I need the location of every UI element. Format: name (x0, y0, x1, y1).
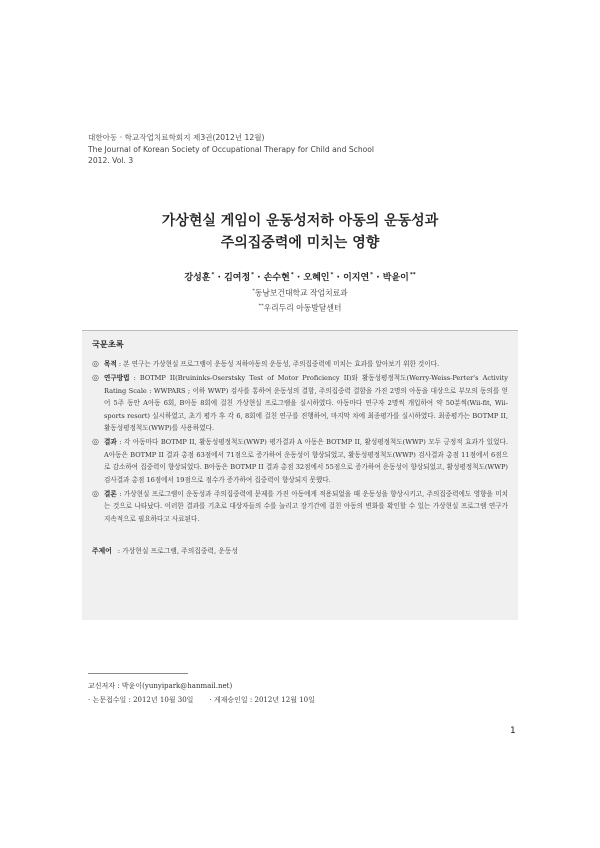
author-separator: · (333, 273, 344, 283)
affiliation-name: 우리두리 아동발달센터 (263, 303, 342, 313)
abstract-item-label: 목적 (104, 360, 117, 368)
affiliation-mark: * (252, 288, 255, 294)
corresponding-author-email: : 박윤이(yunyipark@hanmail.net) (115, 682, 233, 690)
author-name: 박윤이 (382, 273, 409, 283)
author-mark: ** (409, 272, 416, 278)
affiliation-list (0, 285, 600, 314)
author-name: 손수현 (263, 273, 290, 283)
author-mark: * (290, 272, 294, 278)
author-mark: * (330, 272, 334, 278)
author (264, 273, 294, 283)
abstract-item-method (92, 372, 508, 434)
author (224, 273, 254, 283)
author-name: 강성훈 (184, 273, 211, 283)
keywords (92, 545, 508, 555)
paper-title-line-2: 주의집중력에 미치는 영향 (220, 235, 380, 251)
author-name: 김여정 (224, 273, 251, 283)
journal-name-english: The Journal of Korean Society of Occupational Therapy for Child and School (88, 144, 375, 154)
author-separator: · (214, 273, 225, 283)
circle-bullet-icon: ◎ (92, 489, 99, 499)
abstract-item-label: 연구방법 (104, 374, 130, 383)
abstract-item-purpose (92, 358, 508, 370)
journal-header (88, 132, 528, 167)
author-mark: * (370, 272, 374, 278)
circle-bullet-icon: ◎ (92, 373, 99, 383)
author-name: 이지연 (343, 273, 370, 283)
author (383, 273, 416, 283)
page-number: 1 (510, 726, 516, 736)
affiliation (0, 285, 600, 300)
footnote-divider (88, 673, 188, 674)
circle-bullet-icon: ◎ (92, 359, 99, 368)
paper-title-line-1: 가상현실 게임이 운동성저하 아동의 운동성과 (161, 213, 439, 229)
abstract-item-conclusion (92, 488, 508, 525)
author-list (0, 270, 600, 283)
affiliation-mark: ** (258, 302, 264, 309)
corresponding-author-label: 교신저자 (88, 682, 116, 690)
abstract-item-label: 결론 (104, 490, 117, 499)
author (343, 273, 373, 283)
author (303, 273, 333, 283)
author-separator: · (293, 273, 304, 283)
keywords-text: : 가상현실 프로그램, 주의집중력, 운동성 (117, 547, 239, 556)
abstract-heading: 국문초록 (92, 339, 124, 349)
abstract-item-text: : 각 아동마다 BOTMP II, 활동성평정척도(WWP) 평가결과 A 아동은 BOTMP II, 활성평정척도(WWP) 모두 긍정적 효과가 있었다. A아동은 BOTMP II 결과 총점 63점에서 71점으로 증가하여 운동성이 향상되었고, 활동성평정척도(WWP) 검사결과 총점 11점에서 6점으로 감소하여 집중력이 향상되었다. B아동은 BOTMP II 결과 총점 32점에서 55점으로 증가하여 운동성이 향상되었고, 활성평정척도(WWP) 검사결과 총점 16점에서 19점으로 점수가 증가하여 집중력이 향상되지 못했다. (104, 438, 508, 484)
affiliation-name: 동남보건대학교 작업치료과 (254, 288, 348, 298)
footnotes (88, 679, 528, 707)
corresponding-author (88, 679, 528, 693)
accepted-date: · 게재승인일 : 2012년 12월 10일 (209, 696, 315, 704)
author-name: 오혜인 (303, 273, 330, 283)
author (184, 273, 214, 283)
author-mark: * (251, 272, 255, 278)
abstract-item-text: : BOTMP II(Bruininks-Oserstsky Test of Motor Proficiency II)와 활동성평정척도(Werry-Weiss-Perter's Activity Rating Scale : WWPARS ; 이하 WWP) 검사를 통하여 운동성의 결함, 주의집중력 결함을 가진 2명의 아동을 대상으로 부모의 동의를 얻어 5주 동안 A아동 6회, B아동 8회에 걸친 가상현실 프로그램을 실시하였다. 아동마다 연구자 2명씩 개입하여 약 50분씩(Wii-fit, Wii-sports resort) 실시하였고, 초기 평가 후 각 6, 8회에 걸친 연구를 진행하여, 마지막 차에 최종평가를 실시하였다. 최종평가는 BOTMP II, 활동성평정척도(WWP)를 사용하였다. (104, 374, 508, 433)
received-date: · 논문접수일 : 2012년 10월 30일 (88, 696, 194, 704)
keywords-label: 주제어 (92, 547, 112, 556)
circle-bullet-icon: ◎ (92, 437, 99, 447)
abstract-item-label: 결과 (104, 438, 117, 447)
journal-name-korean: 대한아동 · 학교작업치료학회지 제3권(2012년 12월) (88, 133, 265, 142)
abstract-item-text: : 가상현실 프로그램이 운동성과 주의집중력에 문제를 가진 아동에게 적용되었을 때 운동성을 향상시키고, 주의집중력에도 영향을 미치는 것으로 나타났다. 이러한 결과를 기초로 대상자들의 수를 늘리고 장기간에 걸친 아동의 변화를 확인할 수 있는 가상현실 프로그램 연구가 지속적으로 필요하다고 사료된다. (104, 490, 508, 523)
abstract-item-text: : 본 연구는 가상현실 프로그램이 운동성 저하아동의 운동성, 주의집중력에 미치는 효과를 알아보기 위한 것이다. (116, 360, 440, 368)
abstract-item-results (92, 436, 508, 486)
affiliation (0, 300, 600, 315)
submission-dates (88, 693, 528, 707)
author-separator: · (373, 273, 383, 283)
paper-title (0, 210, 600, 254)
author-separator: · (254, 273, 264, 283)
korean-abstract-box (82, 330, 518, 620)
journal-volume: 2012. Vol. 3 (88, 156, 134, 166)
author-mark: * (211, 272, 215, 278)
